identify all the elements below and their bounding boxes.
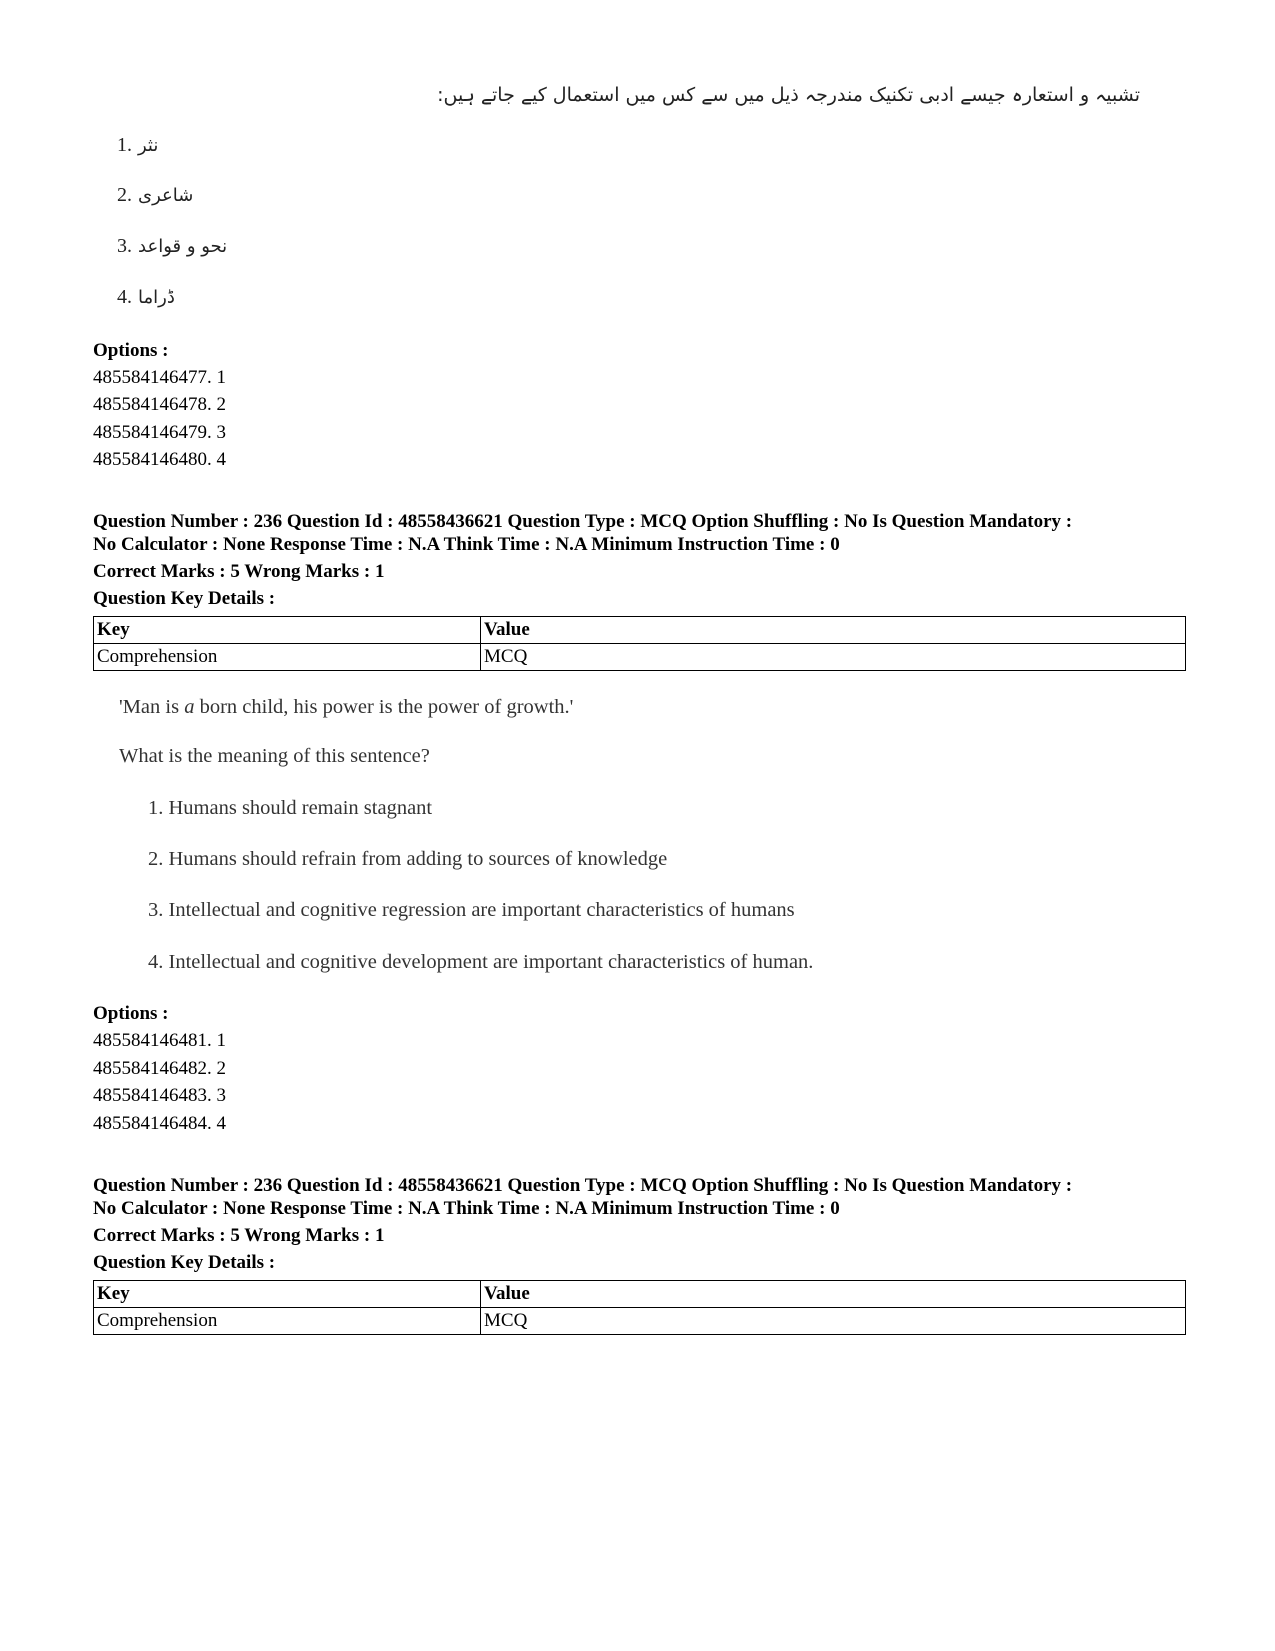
question-prompt: What is the meaning of this sentence? [119, 745, 430, 767]
question-meta-line2: No Calculator : None Response Time : N.A Think Time : N.A Minimum Instruction Time : 0 [93, 1198, 840, 1219]
quote-italic: a [184, 696, 195, 718]
urdu-option-2 [117, 184, 193, 207]
question-marks: Correct Marks : 5 Wrong Marks : 1 [93, 561, 385, 582]
key-details-label: Question Key Details : [93, 588, 276, 609]
question-meta-line1: Question Number : 236 Question Id : 48558436621 Question Type : MCQ Option Shuffling : No Is Question Mandatory : [93, 511, 1073, 532]
question-meta-line1: Question Number : 236 Question Id : 48558436621 Question Type : MCQ Option Shuffling : No Is Question Mandatory : [93, 1175, 1073, 1196]
urdu-option-text: شاعری [138, 185, 194, 206]
passage-quote [119, 696, 573, 719]
table-header-key: Key [94, 1281, 481, 1308]
table-header-row [94, 1281, 1186, 1308]
answer-option-4: 4. Intellectual and cognitive development are important characteristics of human. [148, 951, 814, 973]
option-id: 485584146484. 4 [93, 1113, 226, 1134]
urdu-option-text: نحو و قواعد [138, 236, 228, 257]
table-row [94, 644, 1186, 671]
urdu-option-number: 4. [117, 286, 132, 308]
table-row [94, 1308, 1186, 1335]
options-label: Options : [93, 340, 169, 361]
table-cell-value: MCQ [481, 644, 1186, 671]
urdu-option-4 [117, 286, 175, 309]
quote-pre: 'Man is [119, 696, 185, 718]
question-meta-line2: No Calculator : None Response Time : N.A Think Time : N.A Minimum Instruction Time : 0 [93, 534, 840, 555]
key-details-table [93, 1280, 1186, 1335]
answer-option-3: 3. Intellectual and cognitive regression are important characteristics of humans [148, 899, 795, 921]
option-id: 485584146481. 1 [93, 1030, 226, 1051]
urdu-question-stem: تشبیہ و استعارہ جیسے ادبی تکنیک مندرجہ ذیل میں سے کس میں استعمال کیے جاتے ہیں: [437, 84, 1140, 106]
table-cell-value: MCQ [481, 1308, 1186, 1335]
question-marks: Correct Marks : 5 Wrong Marks : 1 [93, 1225, 385, 1246]
key-details-table [93, 616, 1186, 671]
answer-option-2: 2. Humans should refrain from adding to sources of knowledge [148, 848, 668, 870]
quote-post: born child, his power is the power of growth.' [194, 696, 574, 718]
table-cell-key: Comprehension [94, 1308, 481, 1335]
table-cell-key: Comprehension [94, 644, 481, 671]
table-header-value: Value [481, 617, 1186, 644]
table-header-value: Value [481, 1281, 1186, 1308]
option-id: 485584146483. 3 [93, 1085, 226, 1106]
urdu-option-number: 2. [117, 184, 132, 206]
urdu-option-number: 3. [117, 235, 132, 257]
option-id: 485584146479. 3 [93, 422, 226, 443]
table-header-key: Key [94, 617, 481, 644]
urdu-option-1 [117, 134, 158, 157]
urdu-option-number: 1. [117, 134, 132, 156]
urdu-option-3 [117, 235, 227, 258]
answer-option-1: 1. Humans should remain stagnant [148, 797, 433, 819]
key-details-label: Question Key Details : [93, 1252, 276, 1273]
urdu-option-text: نثر [138, 135, 159, 156]
option-id: 485584146482. 2 [93, 1058, 226, 1079]
option-id: 485584146477. 1 [93, 367, 226, 388]
option-id: 485584146480. 4 [93, 449, 226, 470]
table-header-row [94, 617, 1186, 644]
urdu-option-text: ڈراما [138, 287, 175, 308]
options-label: Options : [93, 1003, 169, 1024]
option-id: 485584146478. 2 [93, 394, 226, 415]
